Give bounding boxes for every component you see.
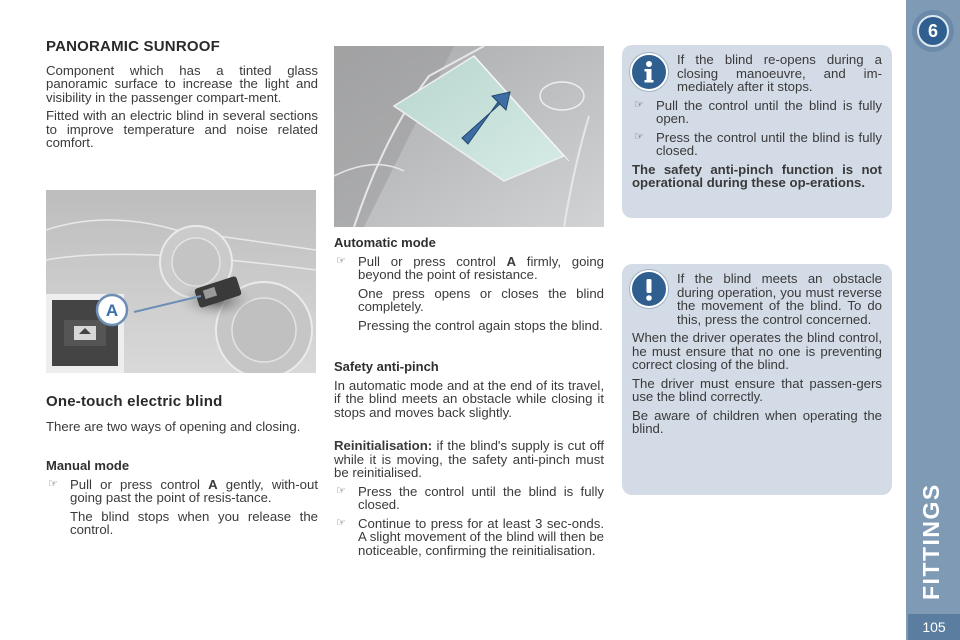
reinit-paragraph: Reinitialisation: if the blind's supply is cut off while it is moving, the safety anti-pinch must be reinitialised. bbox=[334, 438, 604, 480]
anti-pinch-paragraph: In automatic mode and at the end of its travel, if the blind meets an obstacle while closing it stops and moves back slightly. bbox=[334, 377, 604, 420]
sunroof-illustration bbox=[334, 46, 604, 227]
automatic-mode-title: Automatic mode bbox=[334, 235, 436, 250]
warning-paragraph: When the driver operates the blind control, he must ensure that no one is preventing correct closing of the blind. bbox=[632, 330, 882, 372]
pointing-hand-icon: ☞ bbox=[336, 516, 346, 529]
intro-section bbox=[46, 40, 318, 155]
info-warning: The safety anti-pinch function is not operational during these op-erations. bbox=[632, 161, 882, 190]
intro-paragraph: Component which has a tinted glass panoramic surface to increase the light and visibility in the passenger compart-ment. bbox=[46, 62, 318, 105]
anti-pinch-title: Safety anti-pinch bbox=[334, 359, 439, 374]
warning-paragraph: Be aware of children when operating the blind. bbox=[632, 407, 882, 436]
sunroof-photo bbox=[334, 46, 604, 227]
pointing-hand-icon: ☞ bbox=[48, 477, 58, 490]
control-a-label: A bbox=[105, 301, 119, 320]
list-item: ☞ Pull or press control A gently, with-out going past the point of resis-tance. bbox=[48, 476, 318, 505]
bullet-note: The blind stops when you release the control. bbox=[70, 508, 318, 537]
console-illustration bbox=[46, 190, 316, 373]
section-title: PANORAMIC SUNROOF bbox=[46, 38, 220, 55]
pointing-hand-icon: ☞ bbox=[634, 130, 644, 143]
list-item: ☞ Pull or press control A firmly, going beyond the point of resistance. bbox=[336, 253, 604, 282]
list-item: ☞ Continue to press for at least 3 sec-onds. A slight movement of the blind will then be noticeable, confirming the reinitialisation. bbox=[336, 515, 604, 558]
manual-mode-title: Manual mode bbox=[46, 458, 130, 473]
intro-paragraph: Fitted with an electric blind in several sections to improve temperature and noise related comfort. bbox=[46, 108, 318, 150]
one-touch-paragraph: There are two ways of opening and closing. bbox=[46, 418, 301, 434]
section-title: One-touch electric blind bbox=[46, 393, 223, 410]
info-lead: If the blind re-opens during a closing manoeuvre, and im-mediately after it stops. bbox=[677, 52, 882, 94]
console-photo bbox=[46, 190, 316, 373]
chapter-badge bbox=[912, 10, 954, 52]
warning-paragraph: The driver must ensure that passen-gers use the blind correctly. bbox=[632, 375, 882, 404]
pointing-hand-icon: ☞ bbox=[336, 484, 346, 497]
bullet-note: Pressing the control again stops the blind. bbox=[358, 317, 603, 333]
warning-box bbox=[622, 264, 892, 495]
list-item: ☞ Pull the control until the blind is fully open. bbox=[634, 97, 882, 126]
warning-lead: If the blind meets an obstacle during operation, you must reverse the movement of the blind. To do this, press the control concerned. bbox=[677, 271, 882, 327]
bullet-note: One press opens or closes the blind completely. bbox=[358, 285, 604, 314]
chapter-title: FITTINGS bbox=[918, 483, 944, 600]
info-box bbox=[622, 45, 892, 218]
list-item: ☞ Press the control until the blind is fully closed. bbox=[634, 129, 882, 158]
automatic-section bbox=[334, 236, 604, 562]
pointing-hand-icon: ☞ bbox=[336, 254, 346, 267]
one-touch-section bbox=[46, 395, 318, 542]
list-item: ☞ Press the control until the blind is fully closed. bbox=[336, 483, 604, 512]
page-number: 105 bbox=[908, 614, 960, 640]
chapter-number: 6 bbox=[917, 15, 949, 47]
pointing-hand-icon: ☞ bbox=[634, 98, 644, 111]
